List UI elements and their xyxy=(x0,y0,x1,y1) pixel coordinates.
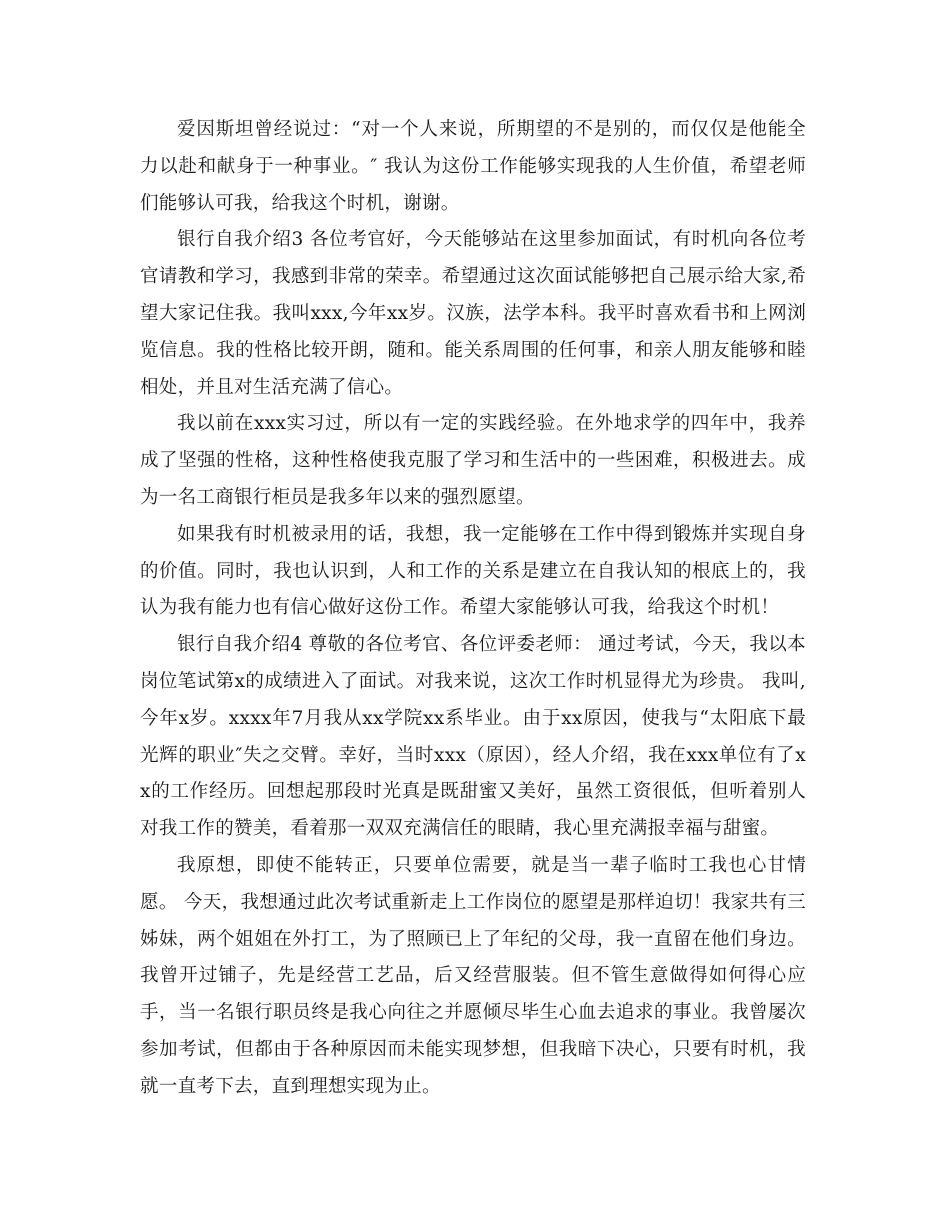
paragraph-career-aspiration: 我原想，即使不能转正，只要单位需要，就是当一辈子临时工我也心甘情愿。 今天，我想通过此次考试重新走上工作岗位的愿望是那样迫切！我家共有三姊妹，两个姐姐在外打工，为了照顾已上了年纪的父母，我一直留在他们身边。我曾开过铺子，先是经营工艺品，后又经营服装。但不管生意做得如何得心应手，当一名银行职员终是我心向往之并愿倾尽毕生心血去追求的事业。我曾屡次参加考试，但都由于各种原因而未能实现梦想，但我暗下决心，只要有时机，我就一直考下去，直到理想实现为止。 xyxy=(140,854,806,1097)
paragraph-self-intro-4: 银行自我介绍4 尊敬的各位考官、各位评委老师： 通过考试，今天，我以本岗位笔试第x的成绩进入了面试。对我来说，这次工作时机显得尤为珍贵。 我叫,今年x岁。xxxx年7月我从xx学院xx系毕业。由于xx原因，使我与“太阳底下最光辉的职业″失之交臂。幸好，当时xxx（原因），经人介绍，我在xxx单位有了xx的工作经历。回想起那段时光真是既甜蜜又美好，虽然工资很低，但听着别人对我工作的赞美，看着那一双双充满信任的眼睛，我心里充满报幸福与甜蜜。 xyxy=(140,634,806,840)
paragraph-internship-experience: 我以前在xxx实习过，所以有一定的实践经验。在外地求学的四年中，我养成了坚强的性格，这种性格使我克服了学习和生活中的一些困难，积极进去。成为一名工商银行柜员是我多年以来的强烈愿望。 xyxy=(140,413,806,508)
paragraph-einstein-quote: 爱因斯坦曾经说过：“对一个人来说，所期望的不是别的，而仅仅是他能全力以赴和献身于一种事业。″ 我认为这份工作能够实现我的人生价值，希望老师们能够认可我，给我这个时机，谢谢。 xyxy=(140,119,806,214)
paragraph-self-intro-3: 银行自我介绍3 各位考官好，今天能够站在这里参加面试，有时机向各位考官请教和学习，我感到非常的荣幸。希望通过这次面试能够把自己展示给大家,希望大家记住我。我叫xxx,今年xx岁。汉族，法学本科。我平时喜欢看书和上网浏览信息。我的性格比较开朗，随和。能关系周围的任何事，和亲人朋友能够和睦相处，并且对生活充满了信心。 xyxy=(140,229,806,398)
paragraph-hiring-hope: 如果我有时机被录用的话，我想，我一定能够在工作中得到锻炼并实现自身的价值。同时，我也认识到，人和工作的关系是建立在自我认知的根底上的，我认为我有能力也有信心做好这份工作。希望大家能够认可我，给我这个时机！ xyxy=(140,523,806,619)
document-page xyxy=(140,112,806,1106)
